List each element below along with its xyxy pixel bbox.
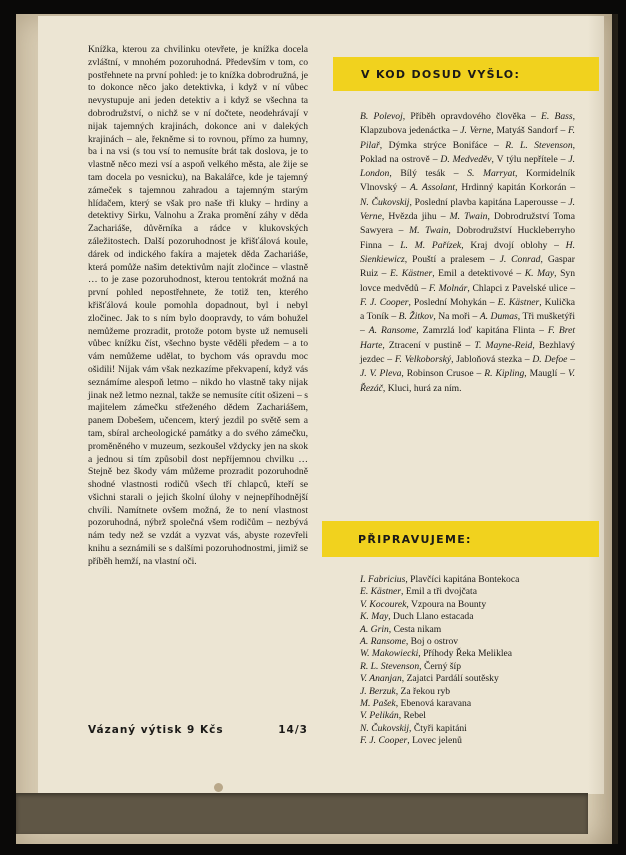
preparing-entry-author: M. Pašek — [360, 698, 396, 710]
preparing-entry: K. May, Duch Llano estacada — [360, 611, 474, 623]
preparing-entry-title: Cesta nikam — [393, 623, 442, 635]
published-entry-title: Mauglí — [529, 368, 558, 380]
published-entry-author: F. Pilař — [360, 125, 576, 151]
published-entry-title: V týlu nepřítele — [496, 153, 558, 165]
preparing-entry-title: Ebenová karavana — [400, 698, 472, 710]
published-entry-author: E. Kästner — [497, 296, 540, 308]
published-entry-title: Zamrzlá loď kapitána Flinta — [422, 325, 536, 337]
published-entry-author: M. Twain — [449, 211, 488, 223]
preparing-entry-title: Černý šíp — [423, 660, 461, 672]
published-entry-title: Gaspar Ruiz — [360, 253, 575, 280]
published-entry-author: N. Čukovskij — [360, 196, 410, 208]
preparing-entry: M. Pašek, Ebenová karavana — [360, 698, 472, 710]
preparing-entry: W. Makowiecki, Příhody Řeka Meliklea — [360, 648, 513, 660]
published-entry-author: V. Řezáč — [360, 368, 575, 394]
published-books-list: B. Polevoj, Příběh opravdového člověka – E. Bass, Klapzubova jedenáctka – J. Verne, Matyáš Sandorf – F. Pilař, Dýmka strýce Bonifáce – R. L. Stevenson, Poklad na ostrově – D. Medveděv, V týlu nepřítele – J. London, Bílý tesák – S. Marryat, Kormidelník Vlnovský – A. Assolant, Hrdinný kapitán Korkorán – N. Čukovskij, Poslední plavba kapitána Laperousse – J. Verne, Hvězda jihu – M. Twain, Dobrodružství Toma Sawyera – M. Twain, Dobrodružství Huckleberryho Finna – L. M. Pařízek, Kraj dvojí oblohy – H. Sienkiewicz, Pouští a pralesem – J. Conrad, Gaspar Ruiz – E. Kästner, Emil a detektivové – K. May, Syn lovce medvědů – F. Molnár, Chlapci z Pavelské ulice – F. J. Cooper, Poslední Mohykán – E. Kästner, Kulička a Toník – B. Žitkov, Na moři – A. Dumas, Tři mušketýři – A. Ransome, Zamrzlá loď kapitána Flinta – F. Bret Harte, Ztracení v pustině – T. Mayne-Reid, Bezhlavý jezdec – F. Velkoborský, Jabloňová stezka – D. Defoe – J. V. Pleva, Robinson Crusoe – R. Kipling, Mauglí – V. Řezáč, Kluci, hurá za ním. — [360, 111, 576, 394]
published-entry-author: M. Twain — [409, 225, 449, 237]
published-entry-author: B. Žitkov — [398, 311, 434, 323]
preparing-entry: V. Ananjan, Zajatci Pardálí soutěsky — [360, 673, 499, 685]
published-entry-author: K. May — [524, 268, 555, 280]
published-entry-author: T. Mayne-Reid — [474, 339, 533, 351]
published-heading-bar — [333, 57, 599, 91]
preparing-entry-author: F. J. Cooper — [360, 735, 408, 747]
blurb-text: Knížka, kterou za chvilinku otevřete, je knížka docela zvláštní, v mnohém pozoruhodná. Především v tom, co postřehnete na první pohled: je to knížka dobrodružná, je to dokonce něco jako detektivka, i když v ní vůbec nevystupuje ani jeden detektiv a i když se všechna ta dobrodružství, o nichž se v ní dočtete, neodehrávají v nijak tajemných krajinách, dokonce ani v dalekých krajinách – ale, řekněme si to rovnou, přímo za humny, ba i na vsi (s tou vsí to nemusíte brát tak doslova, je to vlastně něco mezi vsí a aspoň velkého města, ale žije se tam docela po vesnicku), na Bakalářce, kde je tajemný zámeček s tajemnou zahradou a tajemným starým hlídačem, který se však pro naše tři kluky – hrdiny a detektivy Sirku, Valnohu a Zraka promění záhy v děda Zachariáše, důvěrníka a rádce v klukovských záležitostech. Další pozoruhodnost je křišťálová koule, dárek od indického fakíra a majetek děda Zachariáše, která pomůže našim detektivům najít zločince – vlastně … to je zase pozoruhodnost, kterou tentokrát možná na první pohled nepostřehnete, že totiž ten, kterého křišťálová koule pomohla dopadnout, byl i nebyl zločinec. Jak to s ním bylo doopravdy, to vám bohužel nemůžeme prozradit, protože potom byste už nemuseli vůbec knížku číst, všechno byste věděli předem – a to vám nemůžeme udělat, to bychom vás opravdu moc ošidili! Nijak vám však nezkazíme překvapení, když vás seznámíme alespoň letmo – nikdo ho vlastně taky nijak jinak než letmo neznal, takže se nemusíte cítit ošizeni – s majitelem zámečku střeženého dědem Zachariášem, panem Dobešem, učencem, který jezdil po světě sem a tam, sbíral archeologické památky a do svého zámečku, proměněného v muzeum, sezkoušel vždycky jen na skok a jednou si tím způsobil dost nepříjemnou chvilku … Stejně bez škody vám můžeme prozradit pozoruhodně shodné vlastnosti rodičů všech tří chlapců, kteří se všichni starali o jejich školní úlohy v nejnepříhodnější chvíli. Namítnete ovšem možná, že to není vlastnost pozoruhodná, nýbrž společná všem rodičům – nezbývá nám tedy než se vzdát a vyzvat vás, abyste rozevřeli knihu a seznámili se s dalšími pozoruhodnostmi, jimiž se příběh hemží, na vlastní oči. — [88, 44, 308, 567]
preparing-entry-title: Čtyři kapitáni — [413, 722, 467, 734]
published-entry-title: Emil a detektivové — [438, 268, 513, 280]
preparing-entry-author: J. Berzuk — [360, 685, 396, 697]
published-entry-title: Poslední plavba kapitána Laperousse — [414, 196, 558, 208]
published-entry-author: F. Molnár — [428, 282, 468, 294]
published-entry-title: Klapzubova jedenáctka — [360, 125, 451, 137]
preparing-entry-title: Zajatci Pardálí soutěsky — [406, 673, 499, 685]
published-entry-author: A. Ransome — [368, 325, 417, 337]
published-entry-title: Poklad na ostrově — [360, 153, 430, 165]
cover-edge-wear — [588, 14, 618, 844]
preparing-entry-author: K. May — [360, 611, 389, 623]
preparing-entry-author: A. Ransome — [360, 636, 406, 648]
published-entry-author: B. Polevoj — [360, 111, 403, 122]
published-entry-author: A. Assolant — [409, 182, 456, 194]
published-heading: V KOD DOSUD VYŠLO: — [361, 67, 521, 81]
published-entry-author: D. Defoe — [532, 354, 568, 366]
published-entry-title: Hvězda jihu — [388, 211, 437, 223]
preparing-entry: A. Grin, Cesta nikam — [360, 623, 442, 635]
published-entry-author: E. Bass — [541, 111, 573, 122]
preparing-entry: I. Fabricius, Plavčíci kapitána Bontekoca — [360, 574, 520, 585]
published-entry-author: R. Kipling — [484, 368, 525, 380]
preparing-entry-title: Plavčíci kapitána Bontekoca — [410, 574, 520, 585]
published-entry-title: Příběh opravdového člověka — [410, 111, 526, 122]
preparing-entry: J. Berzuk, Za řekou ryb — [360, 685, 451, 697]
published-entry-title: Pouští a pralesem — [412, 253, 485, 265]
published-entry-author: R. L. Stevenson — [505, 139, 573, 151]
preparing-heading-bar — [322, 521, 599, 557]
published-entry-title: Robinson Crusoe — [406, 368, 474, 380]
published-entry-title: Chlapci z Pavelské ulice — [472, 282, 568, 294]
published-entry-author: J. London — [360, 153, 576, 180]
published-entry-title: Bezhlavý jezdec — [360, 339, 576, 366]
published-entry-title: Ztracení v pustině — [388, 339, 462, 351]
preparing-entry-title: Duch Llano estacada — [393, 611, 474, 623]
preparing-books-list — [360, 574, 585, 748]
preparing-entry: E. Kästner, Emil a tři dvojčata — [360, 586, 477, 598]
published-entry-author: F. Velkoborský — [394, 354, 452, 366]
preparing-entry-author: V. Pelikán — [360, 710, 399, 722]
preparing-entry-author: N. Čukovskij — [360, 722, 410, 734]
preparing-entry-author: A. Grin — [360, 623, 389, 635]
published-entry-author: J. Conrad — [499, 253, 541, 265]
published-entry-title: Hrdinný kapitán Korkorán — [461, 182, 567, 194]
preparing-entry-title: Emil a tři dvojčata — [405, 586, 477, 598]
preparing-entry-author: V. Kocourek — [360, 598, 407, 610]
published-entry-title: Poslední Mohykán — [413, 296, 487, 308]
preparing-entry-author: V. Ananjan — [360, 673, 402, 685]
published-entry-title: Dobrodružství Toma Sawyera — [360, 211, 576, 237]
preparing-entry-author: W. Makowiecki — [360, 648, 419, 660]
preparing-entry-title: Za řekou ryb — [400, 685, 451, 697]
cover-bottom-band — [16, 793, 588, 834]
preparing-entry-author: E. Kästner — [360, 586, 402, 598]
preparing-entry-title: Boj o ostrov — [410, 636, 459, 648]
published-entry-author: S. Marryat — [467, 168, 515, 180]
preparing-entry-title: Příhody Řeka Meliklea — [423, 648, 513, 660]
preparing-entry: F. J. Cooper, Lovec jelenů — [360, 735, 462, 747]
preparing-entry: V. Kocourek, Vzpoura na Bounty — [360, 598, 487, 610]
preparing-entry-title: Rebel — [403, 710, 426, 722]
preparing-entry: V. Pelikán, Rebel — [360, 710, 426, 722]
preparing-entry-author: I. Fabricius — [360, 574, 406, 585]
published-entry-title: Kormidelník Vlnovský — [360, 168, 576, 194]
published-entry-author: F. Bret Harte — [360, 325, 576, 351]
preparing-entry: N. Čukovskij, Čtyři kapitáni — [360, 722, 467, 734]
published-entry-title: Kluci, hurá za ním. — [387, 382, 462, 394]
published-entry-title: Matyáš Sandorf — [496, 125, 558, 137]
published-entry-author: E. Kästner — [390, 268, 433, 280]
preparing-entry-author: R. L. Stevenson — [360, 660, 420, 672]
published-entry-author: F. J. Cooper — [360, 296, 409, 308]
preparing-heading: PŘIPRAVUJEME: — [358, 532, 472, 546]
published-entry-author: L. M. Pařízek — [400, 239, 462, 251]
preparing-entry: A. Ransome, Boj o ostrov — [360, 636, 459, 648]
preparing-entry: R. L. Stevenson, Černý šíp — [360, 660, 461, 672]
published-entry-title: Tři mušketýři — [522, 311, 576, 323]
paper-stain — [214, 783, 223, 792]
published-entry-title: Syn lovce medvědů — [360, 268, 576, 294]
published-entry-author: D. Medveděv — [440, 153, 492, 165]
published-entry-title: Dobrodružství Huckleberryho Finna — [360, 225, 576, 251]
price-line — [88, 724, 308, 736]
published-entry-title: Kulička a Toník — [360, 296, 576, 323]
preparing-entry-title: Vzpoura na Bounty — [411, 598, 487, 610]
preparing-entry-title: Lovec jelenů — [412, 735, 462, 747]
price-label: Vázaný výtisk 9 Kčs — [88, 724, 224, 736]
published-entry-author: J. V. Pleva — [360, 368, 402, 380]
published-entry-title: Bílý tesák — [400, 168, 446, 180]
published-entry-author: H. Sienkiewicz — [360, 239, 575, 265]
published-entry-author: J. Verne — [460, 125, 492, 137]
published-entry-author: J. Verne — [360, 196, 576, 223]
published-entry-title: Jabloňová stezka — [456, 354, 522, 366]
catalog-code: 14/3 — [278, 724, 308, 736]
published-entry-title: Dýmka strýce Bonifáce — [388, 139, 488, 151]
published-entry-title: Kraj dvojí oblohy — [470, 239, 548, 251]
published-entry-title: Na moři — [438, 311, 471, 323]
published-entry-author: A. Dumas — [479, 311, 518, 323]
